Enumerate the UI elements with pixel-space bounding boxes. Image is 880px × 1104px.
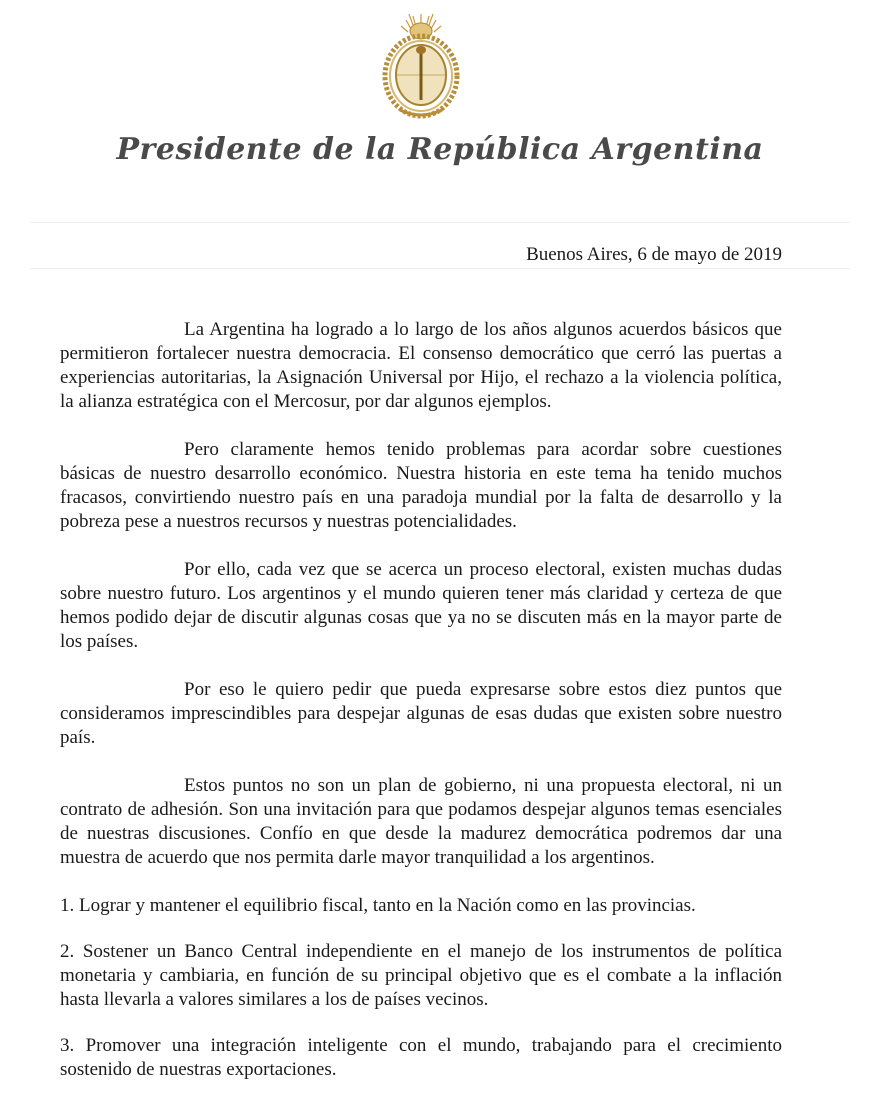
dateline: Buenos Aires, 6 de mayo de 2019 (526, 244, 782, 265)
body-paragraph: Estos puntos no son un plan de gobierno, ni una propuesta electoral, ni un contrato de adhesión. Son una invitación para que podamos despejar algunos temas esenciales de nuestras discusiones. Confío en que desde la madurez democrática podremos dar una muestra de acuerdo que nos permita darle mayor tranquilidad a los argentinos. (60, 775, 782, 868)
argentine-coat-of-arms-icon (380, 12, 462, 120)
body-paragraph: Pero claramente hemos tenido problemas para acordar sobre cuestiones básicas de nuestro desarrollo económico. Nuestra historia en este tema ha tenido muchos fracasos, convirtiendo nuestro país en una paradoja mundial por la falta de desarrollo y la pobreza pese a nuestros recursos y nuestras potencialidades. (60, 439, 782, 532)
coat-of-arms-graphic (380, 12, 462, 120)
paper-fold-line (30, 222, 850, 223)
numbered-point: 3. Promover una integración inteligente con el mundo, trabajando para el crecimiento sostenido de nuestras exportaciones. (60, 1035, 782, 1080)
letter-body (60, 318, 782, 1104)
body-paragraph: Por eso le quiero pedir que pueda expresarse sobre estos diez puntos que consideramos imprescindibles para despejar algunas de esas dudas que existen sobre nuestro país. (60, 679, 782, 748)
numbered-point: 1. Lograr y mantener el equilibrio fiscal, tanto en la Nación como en las provincias. (60, 895, 696, 916)
presidency-letterhead-title: Presidente de la República Argentina (116, 132, 764, 167)
body-paragraph: Por ello, cada vez que se acerca un proceso electoral, existen muchas dudas sobre nuestro futuro. Los argentinos y el mundo quieren tener más claridad y certeza de que hemos podido dejar de discutir algunas cosas que ya no se discuten más en la mayor parte de los países. (60, 559, 782, 652)
paper-fold-line (30, 268, 850, 269)
numbered-point: 2. Sostener un Banco Central independiente en el manejo de los instrumentos de política monetaria y cambiaria, en función de su principal objetivo que es el combate a la inflación hasta llevarla a valores similares a los de países vecinos. (60, 941, 782, 1010)
body-paragraph: La Argentina ha logrado a lo largo de los años algunos acuerdos básicos que permitieron fortalecer nuestra democracia. El consenso democrático que cerró las puertas a experiencias autoritarias, la Asignación Universal por Hijo, el rechazo a la violencia política, la alianza estratégica con el Mercosur, por dar algunos ejemplos. (60, 319, 782, 412)
